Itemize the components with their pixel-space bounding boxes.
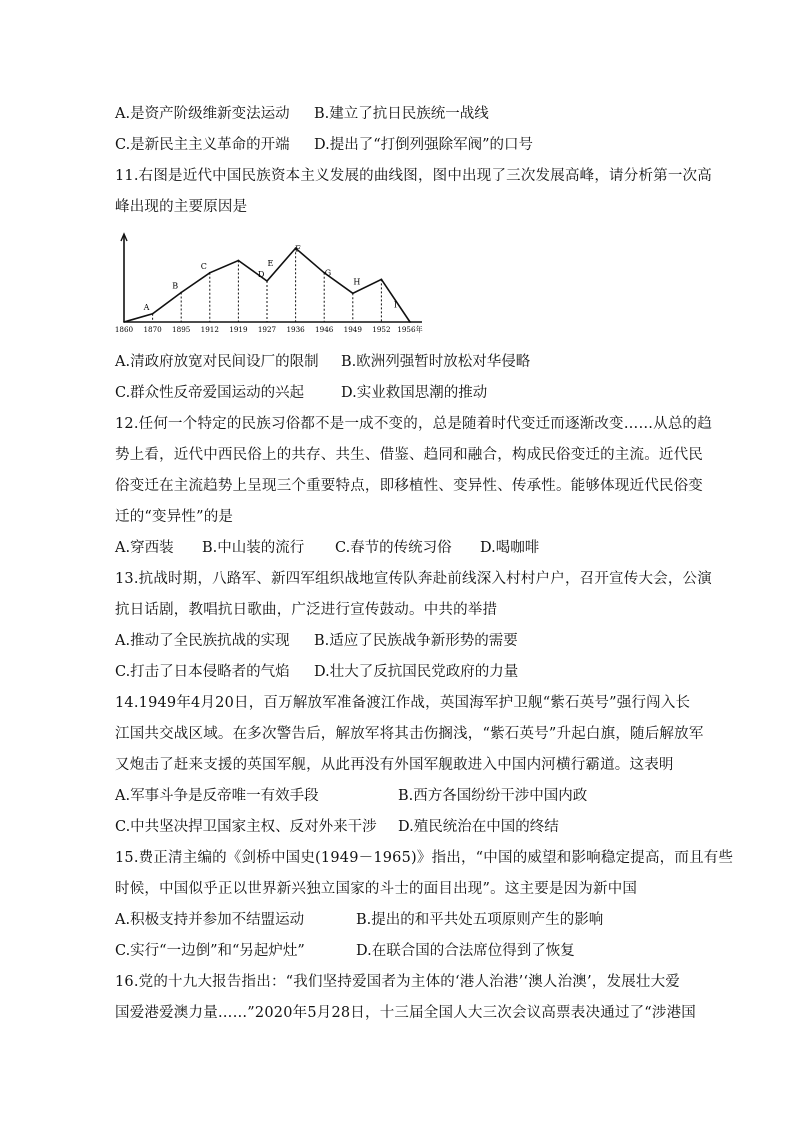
capital-development-chart: [112, 232, 432, 337]
tick-label-1956: 1956年: [397, 325, 423, 334]
tick-label-1919: 1919: [229, 325, 248, 334]
q14-stem-line-1: 14.1949年4月20日，百万解放军准备渡江作战，英国海军护卫舰“紫石英号”强行闯入长: [115, 695, 691, 711]
q12-option-c[interactable]: C.春节的传统习俗: [335, 540, 452, 556]
q16-stem-line-1: 16.党的十九大报告指出：“我们坚持爱国者为主体的‘港人治港’‘澳人治澳’，发展壮大爱: [115, 974, 681, 990]
q11-option-a[interactable]: A.清政府放宽对民间设厂的限制: [115, 354, 319, 370]
q14-stem-line-2: 江国共交战区域。在多次警告后，解放军将其击伤搁浅，“紫石英号”升起白旗，随后解放军: [115, 726, 704, 742]
q13-stem-line-1: 13.抗战时期，八路军、新四军组织战地宣传队奔赴前线深入村村户户，召开宣传大会，公演: [115, 571, 712, 587]
q13-option-c[interactable]: C.打击了日本侵略者的气焰: [115, 664, 290, 680]
tick-label-1952: 1952: [372, 325, 391, 334]
tick-label-1912: 1912: [200, 325, 219, 334]
q12-stem-line-2: 势上看，近代中西民俗上的共存、共生、借鉴、趋同和融合，构成民俗变迁的主流。近代民: [115, 447, 703, 463]
q15-option-c[interactable]: C.实行“一边倒”和“另起炉灶”: [115, 943, 305, 959]
q15-option-d[interactable]: D.在联合国的合法席位得到了恢复: [356, 943, 575, 959]
q14-option-c[interactable]: C.中共坚决捍卫国家主权、反对外来干涉: [115, 819, 377, 835]
q13-option-d[interactable]: D.壮大了反抗国民党政府的力量: [314, 664, 519, 680]
point-label-I: I: [393, 300, 398, 310]
q12-stem-line-3: 俗变迁在主流趋势上呈现三个重要特点，即移植性、变异性、传承性。能够体现近代民俗变: [115, 478, 703, 494]
point-label-C: C: [200, 261, 207, 271]
q12-stem-line-4: 迁的“变异性”的是: [115, 509, 234, 525]
point-label-B: B: [172, 281, 179, 291]
point-label-D: D: [258, 270, 265, 279]
tick-label-1860: 1860: [114, 325, 134, 334]
point-label-A: A: [143, 302, 150, 312]
q11-option-d[interactable]: D.实业救国思潮的推动: [341, 385, 488, 401]
q13-option-b[interactable]: B.适应了民族战争新形势的需要: [314, 633, 518, 649]
q15-stem-line-1: 15.费正清主编的《剑桥中国史(1949－1965)》指出，“中国的威望和影响稳定提高，而且有些: [115, 850, 734, 866]
q11-option-b[interactable]: B.欧洲列强暂时放松对华侵略: [341, 354, 531, 370]
q15-option-a[interactable]: A.积极支持并参加不结盟运动: [115, 912, 305, 928]
q14-option-b[interactable]: B.西方各国纷纷干涉中国内政: [398, 788, 588, 804]
q14-option-a[interactable]: A.军事斗争是反帝唯一有效手段: [115, 788, 319, 804]
tick-label-1936: 1936: [286, 325, 305, 334]
q13-stem-line-2: 抗日话剧，教唱抗日歌曲，广泛进行宣传鼓动。中共的举措: [115, 602, 498, 618]
q15-option-b[interactable]: B.提出的和平共处五项原则产生的影响: [356, 912, 604, 928]
q11-stem-line-2: 峰出现的主要原因是: [115, 199, 248, 215]
q12-stem-line-1: 12.任何一个特定的民族习俗都不是一成不变的，总是随着时代变迁而逐渐改变……从总的趋: [115, 416, 712, 432]
point-label-E: E: [267, 259, 274, 269]
data-point-1860: [123, 321, 125, 323]
data-point-1919: [238, 260, 240, 262]
q12-option-a[interactable]: A.穿西装: [115, 540, 174, 556]
q10-option-b[interactable]: B.建立了抗日民族统一战线: [314, 106, 489, 122]
tick-label-1946: 1946: [315, 325, 334, 334]
q16-stem-line-2: 国爱港爱澳力量……”2020年5月28日，十三届全国人大三次会议高票表决通过了“涉港国: [115, 1005, 697, 1021]
point-label-F: F: [295, 244, 301, 254]
point-label-G: G: [324, 268, 332, 278]
data-point-1952: [381, 278, 383, 280]
q14-stem-line-3: 又炮击了赶来支援的英国军舰，从此再没有外国军舰敢进入中国内河横行霸道。这表明: [115, 757, 674, 773]
q12-option-b[interactable]: B.中山装的流行: [202, 540, 305, 556]
data-point-1956: [409, 321, 411, 323]
data-point-1870: [152, 313, 154, 315]
data-point-1927: [266, 280, 268, 282]
q10-option-d[interactable]: D.提出了“打倒列强除军阀”的口号: [314, 137, 534, 153]
q15-stem-line-2: 时候，中国似乎正以世界新兴独立国家的斗士的面目出现”。这主要是因为新中国: [115, 881, 638, 897]
data-point-1895: [180, 292, 182, 294]
q11-option-c[interactable]: C.群众性反帝爱国运动的兴起: [115, 385, 305, 401]
q10-option-a[interactable]: A.是资产阶级维新变法运动: [115, 106, 290, 122]
q10-option-c[interactable]: C.是新民主主义革命的开端: [115, 137, 290, 153]
tick-label-1927: 1927: [257, 325, 277, 334]
tick-label-1870: 1870: [143, 325, 162, 334]
q11-stem-line-1: 11.右图是近代中国民族资本主义发展的曲线图，图中出现了三次发展高峰，请分析第一次高: [115, 168, 712, 184]
tick-label-1949: 1949: [343, 325, 362, 334]
q14-option-d[interactable]: D.殖民统治在中国的终结: [398, 819, 559, 835]
point-label-H: H: [353, 277, 361, 287]
data-point-1912: [209, 272, 211, 274]
tick-label-1895: 1895: [172, 325, 191, 334]
q13-option-a[interactable]: A.推动了全民族抗战的实现: [115, 633, 290, 649]
q12-option-d[interactable]: D.喝咖啡: [480, 540, 540, 556]
data-point-1949: [352, 292, 354, 294]
